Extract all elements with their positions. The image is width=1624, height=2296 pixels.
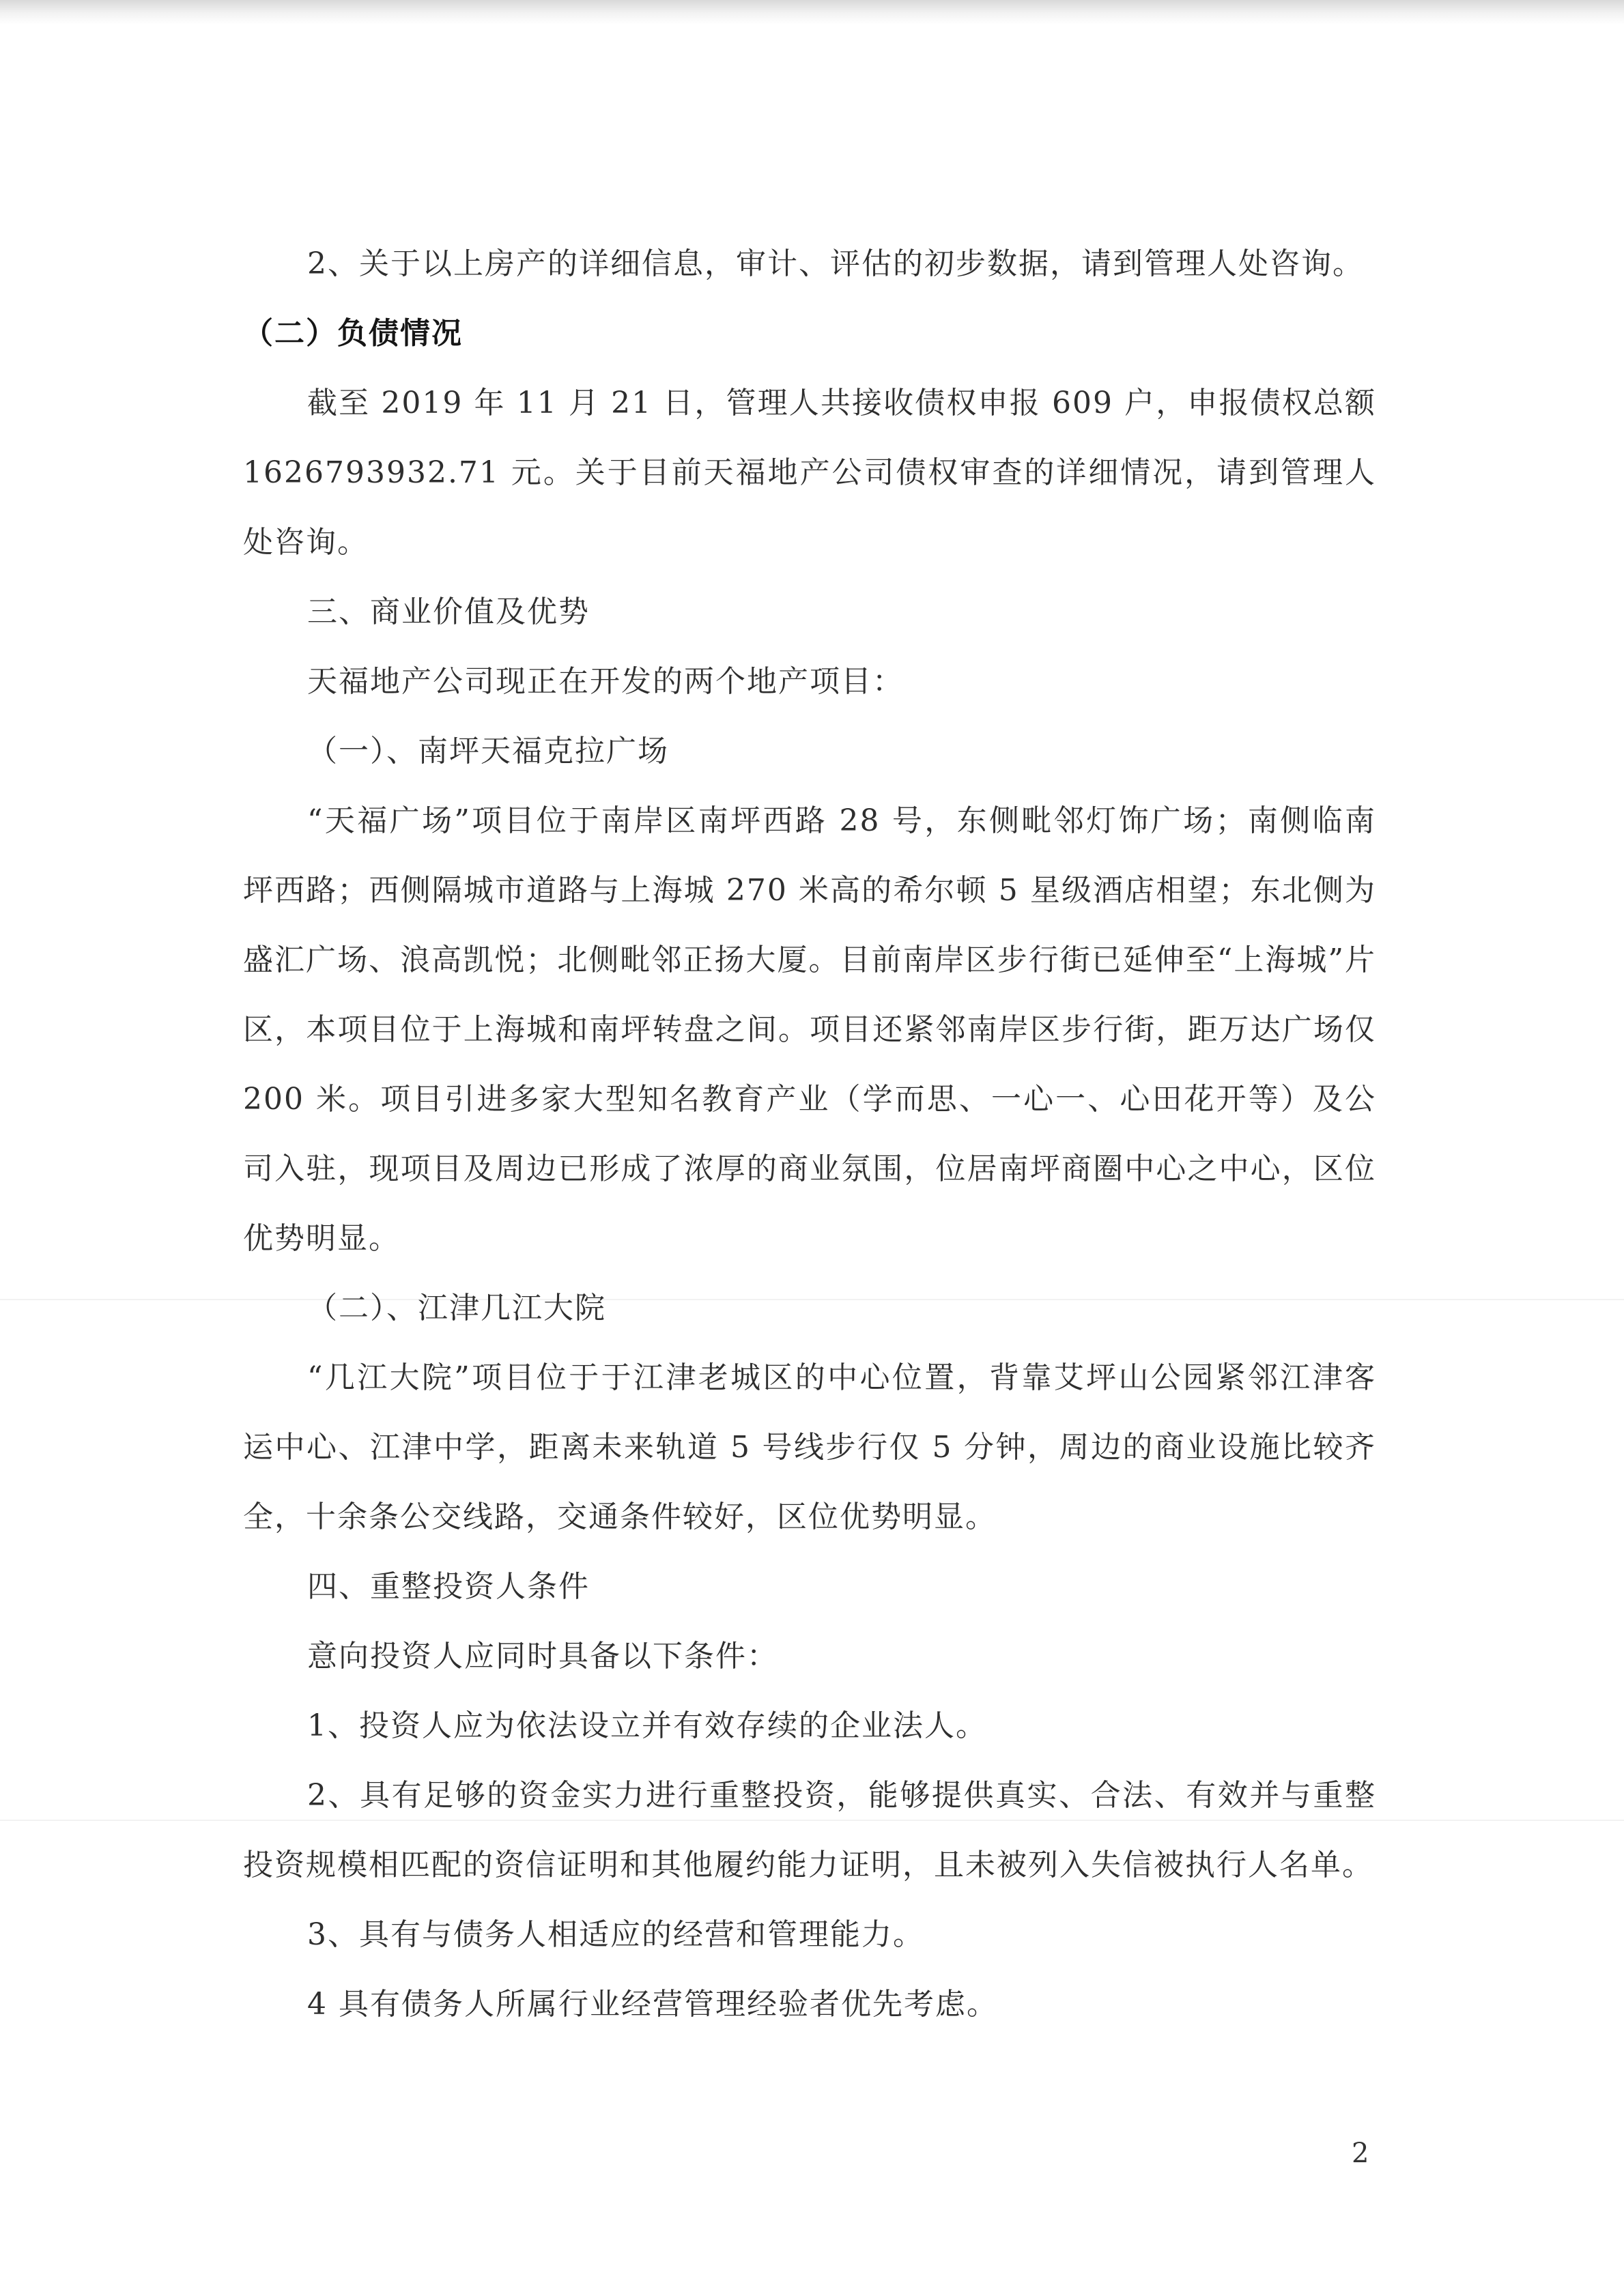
- paragraph-projects-intro: 天福地产公司现正在开发的两个地产项目：: [307, 664, 904, 699]
- section-heading-liabilities: （二）负债情况: [243, 316, 463, 351]
- list-item-condition-4: 4 具有债务人所属行业经营管理经验者优先考虑。: [307, 1987, 998, 2022]
- scan-top-edge: [0, 0, 1624, 25]
- paragraph-conditions-intro: 意向投资人应同时具备以下条件：: [307, 1639, 778, 1674]
- section-heading-commercial-value: 三、商业价值及优势: [307, 594, 590, 629]
- subheading-nanping-project: （一）、南坪天福克拉广场: [307, 734, 669, 769]
- paragraph-liabilities: 截至 2019 年 11 月 21 日，管理人共接收债权申报 609 户，申报债权总额 1626793932.71 元。关于目前天福地产公司债权审查的详细情况，请到管理人处咨询。: [243, 386, 1376, 560]
- page-number: 2: [1352, 2138, 1369, 2169]
- paragraph-nanping-project: “天福广场”项目位于南岸区南坪西路 28 号，东侧毗邻灯饰广场；南侧临南坪西路；西侧隔城市道路与上海城 270 米高的希尔顿 5 星级酒店相望；东北侧为盛汇广场、浪高凯悦；北侧毗邻正扬大厦。目前南岸区步行街已延伸至“上海城”片区，本项目位于上海城和南坪转盘之间。项目还紧邻南岸区步行街，距万达广场仅 200 米。项目引进多家大型知名教育产业（学而思、一心一、心田花开等）及公司入驻，现项目及周边已形成了浓厚的商业氛围，位居南坪商圈中心之中心，区位优势明显。: [243, 803, 1376, 1256]
- paragraph-property-info: 2、关于以上房产的详细信息，审计、评估的初步数据，请到管理人处咨询。: [307, 246, 1364, 281]
- document-body: [243, 229, 1376, 2039]
- subheading-jiangjin-project: （二）、江津几江大院: [307, 1291, 606, 1325]
- list-item-condition-2: 2、具有足够的资金实力进行重整投资，能够提供真实、合法、有效并与重整投资规模相匹配的资信证明和其他履约能力证明，且未被列入失信被执行人名单。: [243, 1778, 1376, 1882]
- section-heading-investor-conditions: 四、重整投资人条件: [307, 1569, 590, 1604]
- list-item-condition-3: 3、具有与债务人相适应的经营和管理能力。: [307, 1917, 924, 1952]
- paragraph-jiangjin-project: “几江大院”项目位于于江津老城区的中心位置，背靠艾坪山公园紧邻江津客运中心、江津中学，距离未来轨道 5 号线步行仅 5 分钟，周边的商业设施比较齐全，十余条公交线路，交通条件较好，区位优势明显。: [243, 1360, 1376, 1534]
- list-item-condition-1: 1、投资人应为依法设立并有效存续的企业法人。: [307, 1708, 987, 1743]
